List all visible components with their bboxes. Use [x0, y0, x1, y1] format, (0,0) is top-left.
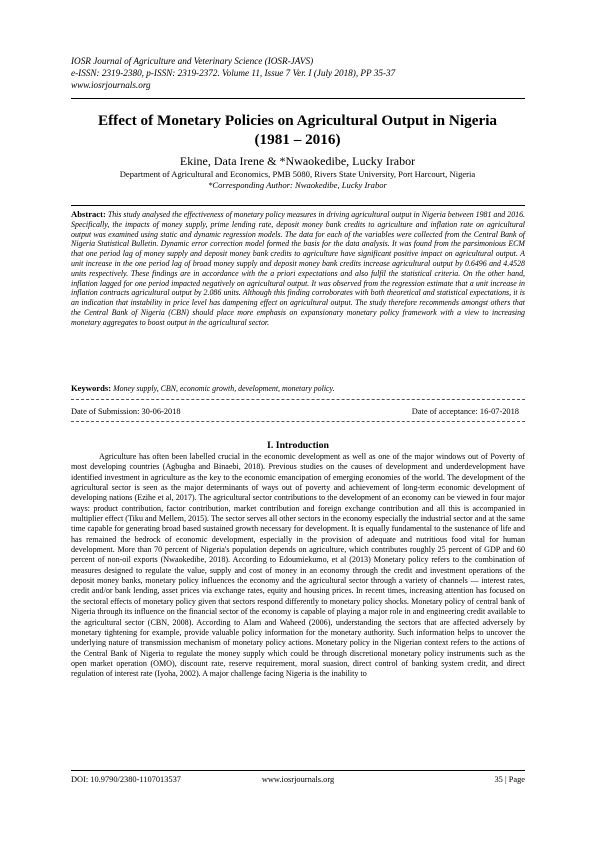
- abstract-label: Abstract:: [71, 209, 106, 219]
- header-rule: [71, 98, 525, 99]
- keywords-text: Money supply, CBN, economic growth, development, monetary policy.: [111, 384, 335, 393]
- journal-name: IOSR Journal of Agriculture and Veterinary Science (IOSR-JAVS): [71, 56, 314, 66]
- dates-bottom-rule: [71, 421, 525, 422]
- footer-rule: [71, 770, 525, 771]
- corresponding-author: *Corresponding Author: Nwaokedibe, Lucky Irabor: [208, 180, 387, 190]
- footer-site[interactable]: www.iosrjournals.org: [261, 775, 335, 784]
- abstract-text: This study analysed the effectiveness of monetary policy measures in driving agricultural output in Nigeria between 1981 and 2016. Specifically, the impacts of money supply, prime lending rate, deposit money bank credits to agriculture and inflation rate on agricultural output was examined using static and dynamic regression models. The data for each of the variables were collected from the Central Bank of Nigeria Statistical Bulletin. Dynamic error correction model formed the basis for the data analysis. It was found from the parsimonious ECM that one period lag of money supply and deposit money bank credits to agriculture have significant positive impact on agricultural output. A unit increase in the one period lag of broad money supply and deposit money bank credits increase agricultural output by 0.6496 and 4.4528 units respectively. These findings are in accordance with the a priori expectations and also fulfil the statistical criteria. On the other hand, inflation lagged for one period impacted negatively on agricultural output. It was observed from the regression estimate that a unit increase in inflation contracts agricultural output by 2.086 units. Although this finding corroborates with both theoretical and statistical expectations, it is an indication that instability in price level has dampening effect on agricultural output. The study therefore recommends amongst others that the Central Bank of Nigeria (CBN) should place more emphasis on expansionary monetary policy framework with a view to increasing monetary aggregates to boost output in the agricultural sector.: [71, 210, 525, 327]
- section-heading: I. Introduction: [267, 440, 329, 451]
- journal-url[interactable]: www.iosrjournals.org: [71, 80, 151, 90]
- submission-date: Date of Submission: 30-06-2018: [71, 407, 181, 416]
- keywords-label: Keywords:: [71, 383, 112, 393]
- introduction-text: Agriculture has often been labelled crucial in the economic development as well as one of the major windows out of Poverty of most developing countries (Agbugba and Binaebi, 2018). Previous studies on the causes of development and underdevelopment have identified investment in agriculture as the key to the economic emancipation of emerging economies of the world. The development of the agricultural sector is seen as the major determinants of ways out of poverty and achievement of long-term economic development of developing nations (Ezihe et al, 2017). The agricultural sector contributions to the development of an economy can be viewed in four major ways: product contribution, factor contribution, market contribution and foreign exchange contribution and all this is accompanied in multiplier effect (Tiku and Mellem, 2015). The sector serves all other sectors in the economy especially the industrial sector and at the same time capable for generating broad based sustained growth necessary for development. It is equally fundamental to the sustenance of life and has remained the bedrock of economic development, especially in the provision of adequate and nutritious food vital for human development. More than 70 percent of Nigeria's population depends on agriculture, which contributes roughly 25 percent of GDP and 60 percent of non-oil exports (Nwaokedibe, 2018). According to Edoumiekumo, et al (2013) Monetary policy refers to the combination of measures designed to regulate the value, supply and cost of money in an economy through the credit and investment operations of the deposit money banks, monetary policy influences the economy and the agricultural sector through a variety of channels — interest rates, credit and/or bank lending, asset prices via exchange rates, equity and housing prices. In recent times, increasing attention has focused on the sectoral effects of monetary policy given that sectors respond differently to monetary policy shocks. Monetary policy of central bank of Nigeria through its influence on the financial sector of the economy is capable of playing a major role in and engineering credit available to the agricultural sector (CBN, 2008). According to Alam and Waheed (2006), understanding the sectors that are affected adversely by monetary tightening for example, provide valuable policy information for the monetary authority. Such information helps to uncover the underlying nature of transmission mechanism of monetary policy actions. Monetary policy in the Nigerian context refers to the actions of the Central Bank of Nigeria to regulate the money supply which could be through discretional monetary policy instruments such as the open market operation (OMO), discount rate, reserve requirement, moral suasion, direct control of banking system credit, and direct regulation of interest rate (Iyoha, 2002). A major challenge facing Nigeria is the inability to: [71, 452, 525, 679]
- footer-page-number: 35 | Page: [494, 775, 525, 784]
- footer-doi[interactable]: DOI: 10.9790/2380-1107013537: [71, 775, 181, 784]
- journal-header: [71, 55, 531, 91]
- abstract-top-rule: [71, 205, 525, 206]
- paper-title: [60, 111, 535, 149]
- dates-top-rule: [71, 399, 525, 400]
- journal-issn: e-ISSN: 2319-2380, p-ISSN: 2319-2372. Volume 11, Issue 7 Ver. I (July 2018), PP 35-37: [71, 68, 396, 78]
- title-line-2: (1981 – 2016): [254, 131, 341, 148]
- authors: Ekine, Data Irene & *Nwaokedibe, Lucky Irabor: [179, 154, 416, 168]
- abstract: [71, 210, 525, 328]
- affiliation: Department of Agricultural and Economics, PMB 5080, Rivers State University, Port Harcourt, Nigeria: [119, 169, 476, 179]
- acceptance-date: Date of acceptance: 16-07-2018: [411, 407, 519, 416]
- title-line-1: Effect of Monetary Policies on Agricultural Output in Nigeria: [97, 112, 498, 129]
- keywords: [71, 383, 525, 394]
